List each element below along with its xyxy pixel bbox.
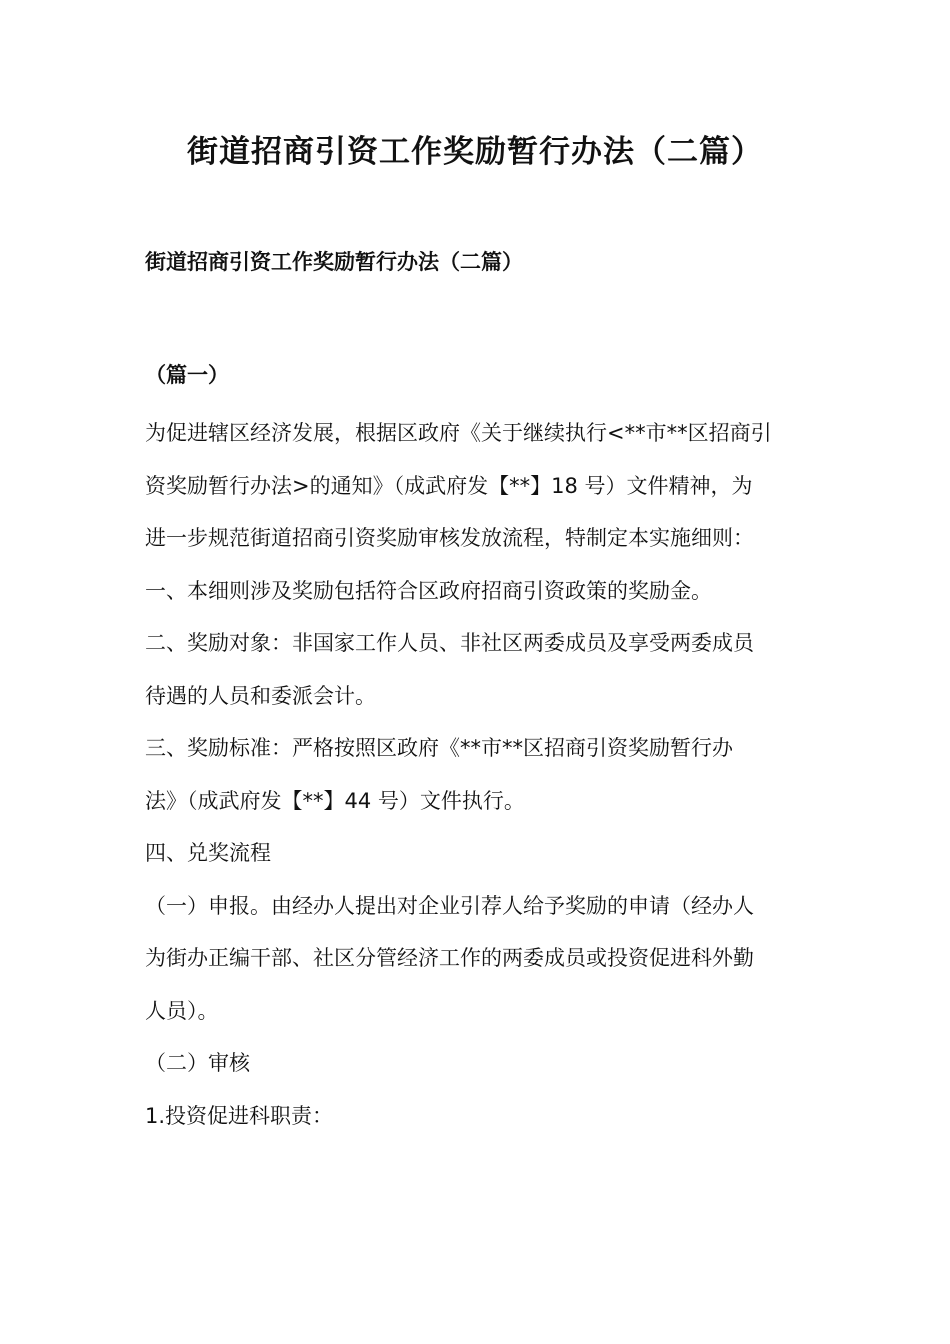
body-line: 为促进辖区经济发展，根据区政府《关于继续执行<**市**区招商引 xyxy=(145,421,772,445)
section-heading: （篇一） xyxy=(145,363,229,387)
body-line: 资奖励暂行办法>的通知》（成武府发【**】18 号）文件精神，为 xyxy=(145,473,753,498)
body-line: 法》（成武府发【**】44 号）文件执行。 xyxy=(145,788,525,813)
body-line: 1.投资促进科职责： xyxy=(145,1103,334,1128)
body-line: 三、奖励标准：严格按照区政府《**市**区招商引资奖励暂行办 xyxy=(145,736,733,760)
document-subtitle: 街道招商引资工作奖励暂行办法（二篇） xyxy=(145,250,523,274)
body-line: 为街办正编干部、社区分管经济工作的两委成员或投资促进科外勤 xyxy=(145,946,754,970)
body-line: 进一步规范街道招商引资奖励审核发放流程，特制定本实施细则： xyxy=(145,526,754,550)
document-body xyxy=(145,407,825,1142)
body-line: （一）申报。由经办人提出对企业引荐人给予奖励的申请（经办人 xyxy=(145,893,754,918)
body-line: 一、本细则涉及奖励包括符合区政府招商引资政策的奖励金。 xyxy=(145,578,712,603)
body-line: 人员）。 xyxy=(145,998,219,1023)
body-line: 待遇的人员和委派会计。 xyxy=(145,683,376,708)
body-line: （二）审核 xyxy=(145,1051,250,1075)
body-line: 四、兑奖流程 xyxy=(145,841,271,865)
document-title: 街道招商引资工作奖励暂行办法（二篇） xyxy=(187,134,763,170)
body-line: 二、奖励对象：非国家工作人员、非社区两委成员及享受两委成员 xyxy=(145,631,754,655)
